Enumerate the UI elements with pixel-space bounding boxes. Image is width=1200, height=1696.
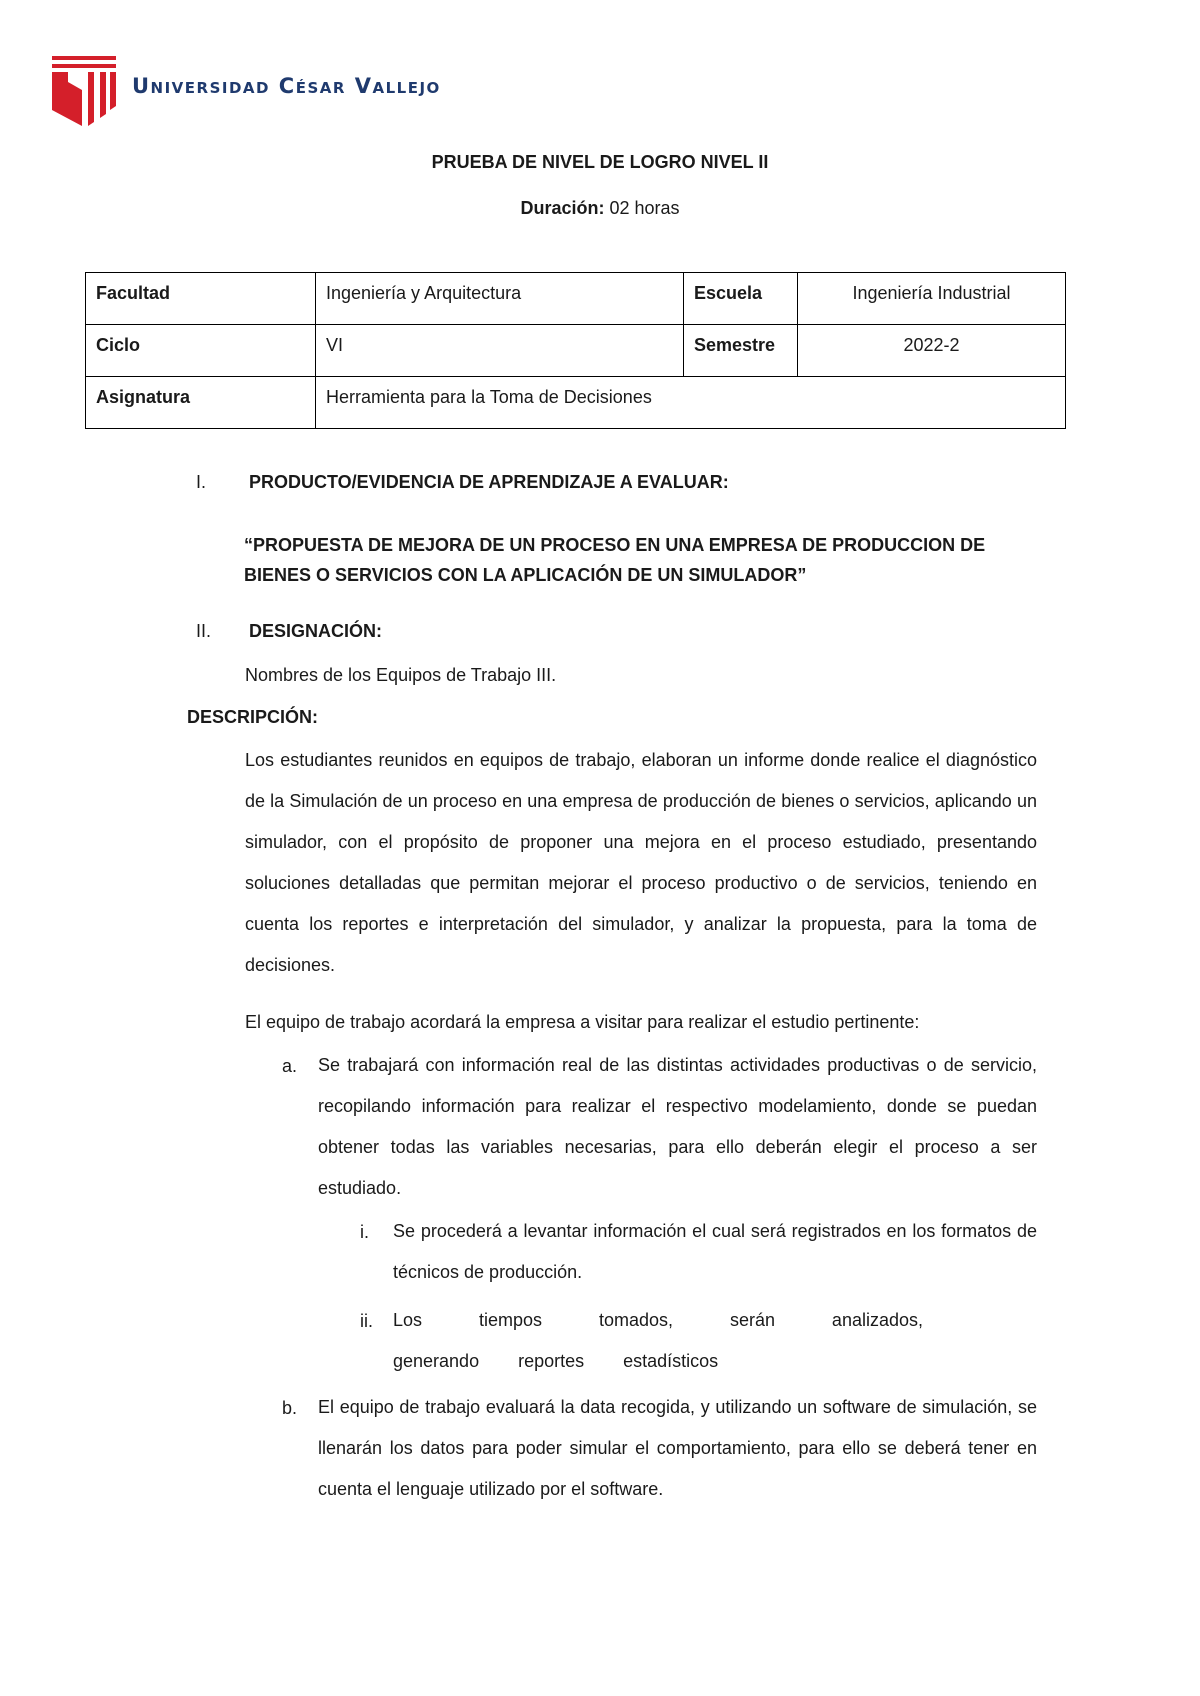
table-row <box>86 377 1066 429</box>
university-logo-icon <box>48 52 120 128</box>
description-intro: El equipo de trabajo acordará la empresa a visitar para realizar el estudio pertinente: <box>245 1012 920 1032</box>
list-marker: a. <box>282 1056 298 1076</box>
description-heading: DESCRIPCIÓN: <box>187 707 319 727</box>
university-name: Universidad César Vallejo <box>132 74 441 98</box>
sublist-item: Se procederá a levantar información el cual será registrados en los formatos de técnicos de producción. <box>393 1221 1037 1282</box>
section-2-number: II. <box>196 621 212 641</box>
list-item: El equipo de trabajo evaluará la data recogida, y utilizando un software de simulación, se llenarán los datos para poder simular el comportamiento, para ello se deberá tener en cuenta el lenguaje utilizado por el software. <box>318 1397 1037 1499</box>
table-cell: Ingeniería y Arquitectura <box>316 273 684 325</box>
duration-label: Duración: <box>520 198 605 218</box>
table-cell: Facultad <box>86 273 316 325</box>
section-2-heading: DESIGNACIÓN: <box>249 621 383 641</box>
section-1-number: I. <box>196 472 207 492</box>
list-item: Se trabajará con información real de las distintas actividades productivas o de servicio, recopilando información para realizar el respectivo modelamiento, donde se puedan obtener todas las variables necesarias, para ello deberán elegir el proceso a ser estudiado. <box>318 1055 1037 1198</box>
duration-value: 02 horas <box>609 198 680 218</box>
list-marker: b. <box>282 1398 298 1418</box>
section-1-heading: PRODUCTO/EVIDENCIA DE APRENDIZAJE A EVALUAR: <box>249 472 729 492</box>
table-cell: Asignatura <box>86 377 316 429</box>
sublist-marker: ii. <box>360 1311 373 1331</box>
table-cell: 2022-2 <box>798 325 1066 377</box>
table-cell: Semestre <box>684 325 798 377</box>
section-1-quote: “PROPUESTA DE MEJORA DE UN PROCESO EN UNA EMPRESA DE PRODUCCION DE BIENES O SERVICIOS CON LA APLICACIÓN DE UN SIMULADOR” <box>244 535 986 585</box>
document-title: PRUEBA DE NIVEL DE LOGRO NIVEL II <box>431 152 769 172</box>
table-cell: Ciclo <box>86 325 316 377</box>
table-cell: Herramienta para la Toma de Decisiones <box>316 377 1066 429</box>
sublist-marker: i. <box>360 1222 369 1242</box>
table-cell: VI <box>316 325 684 377</box>
info-table <box>85 272 1066 429</box>
sublist-item: Los tiempos tomados, serán analizados, generando reportes estadísticos <box>393 1310 923 1371</box>
table-cell: Ingeniería Industrial <box>798 273 1066 325</box>
table-row <box>86 273 1066 325</box>
description-paragraph: Los estudiantes reunidos en equipos de trabajo, elaboran un informe donde realice el diagnóstico de la Simulación de un proceso en una empresa de producción de bienes o servicios, aplicando un simulador, con el propósito de proponer una mejora en el proceso estudiado, presentando soluciones detalladas que permitan mejorar el proceso productivo o de servicios, teniendo en cuenta los reportes e interpretación del simulador, y analizar la propuesta, para la toma de decisiones. <box>245 750 1037 975</box>
duration <box>0 198 1200 219</box>
section-2-text: Nombres de los Equipos de Trabajo III. <box>245 665 557 685</box>
table-cell: Escuela <box>684 273 798 325</box>
table-row <box>86 325 1066 377</box>
